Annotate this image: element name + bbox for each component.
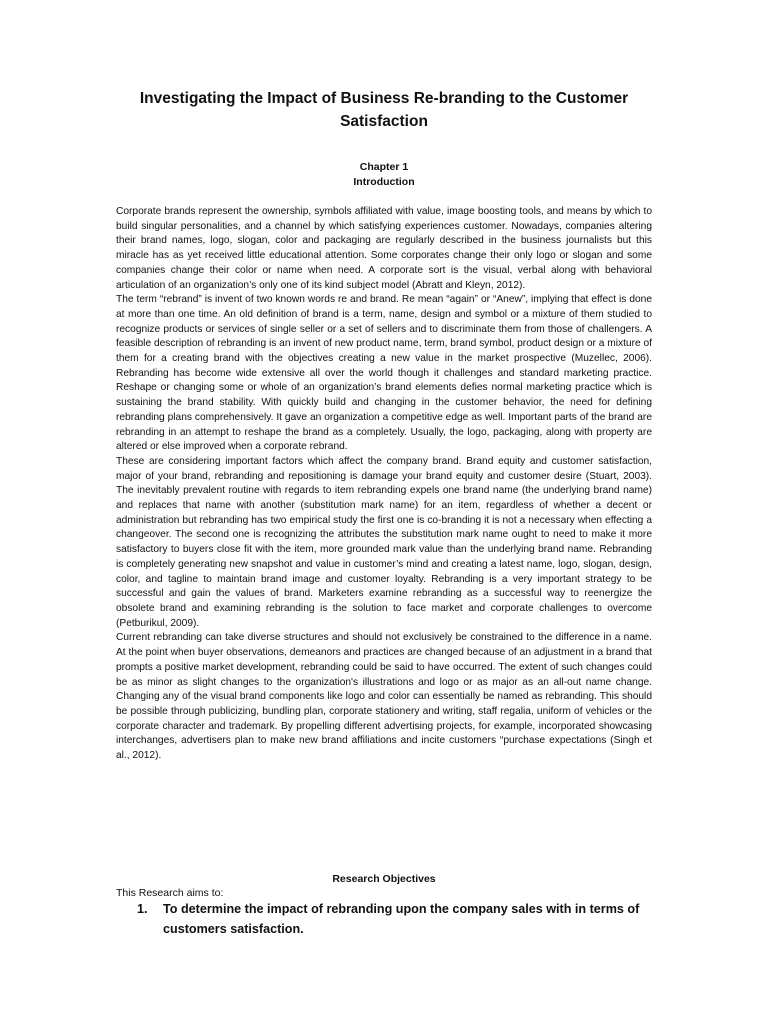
paragraph: Corporate brands represent the ownership, symbols affiliated with value, image boosting tools, and means by which to build singular personalities, and a channel by which satisfying experiences customer. Nowadays, companies altering their brand names, logo, slogan, color and packaging are regularly described in the business journalists but this miracle has as yet received little educational attention. Some corporates change their only logo or slogan and some companies change their color or name when need. A corporate sort is the visual, verbal along with behavioral articulation of an organization’s only one of its kind subject model (Abratt and Kleyn, 2012).	[116, 206, 652, 291]
document-title: Investigating the Impact of Business Re-branding to the Customer Satisfaction	[139, 90, 629, 130]
objective-number: 1.	[137, 902, 148, 916]
objectives-heading: Research Objectives	[332, 873, 436, 885]
aims-intro: This Research aims to:	[116, 887, 224, 899]
objective-text: To determine the impact of rebranding upon the company sales with in terms of customers satisfaction.	[163, 902, 640, 936]
chapter-label: Chapter 1	[359, 161, 409, 173]
paragraph: These are considering important factors which affect the company brand. Brand equity and customer satisfaction, major of your brand, rebranding and repositioning is damage your brand equity and customer desire (Stuart, 2003). The inevitably prevalent routine with regards to item rebranding expels one brand name (the underlying brand name) and replaces that name with another (substitution mark name) for an item, regardless of whether a decent or administration but rebranding has two empirical study the first one is co-branding it is not a necessary when effecting a changeover. The second one is recognizing the attributes the substitution mark name ought to need to make it more satisfactory to buyers close fit with the item, more grounded mark value than the underlying brand name. Rebranding is completely generating new snapshot and value in customer’s mind and creating a latest name, logo, slogan, design, color, and tagline to maintain brand image and customer loyalty. Rebranding is a very important strategy to be successful and gain the values of brand. Marketers examine rebranding as a successful way to reenergize the obsolete brand and examining rebranding is the solution to face market and corporate challenges to overcome (Petburikul, 2009).	[116, 455, 652, 629]
paragraph: Current rebranding can take diverse structures and should not exclusively be constrained to the difference in a name. At the point when buyer observations, demeanors and practices are changed because of an adjustment in a brand that prompts a positive market development, rebranding could be said to have occurred. The extent of such changes could be as minor as slight changes to the organization's illustrations and logo or as major as an all-out name change. Changing any of the visual brand components like logo and color can essentially be named as rebranding. This should be possible through publicizing, bundling plan, corporate stationery and writing, staff regalia, uniform of vehicles or the corporate character and trademark. By propelling different advertising projects, for example, incorporated showcasing interchanges, advertisers plan to make new brand affiliations and incite customers “purchase expectations (Singh et al., 2012).	[116, 632, 652, 762]
objective-item	[137, 899, 652, 939]
body-text	[116, 205, 652, 764]
chapter-heading	[0, 160, 768, 190]
section-title: Introduction	[353, 176, 415, 188]
paragraph: The term “rebrand” is invent of two known words re and brand. Re mean “again” or “Anew”, implying that effect is done at more than one time. An old definition of brand is a term, name, design and symbol or a mixture of them studied to recognize products or services of single seller or a set of sellers and to discriminate them from those of challengers. A feasible description of rebranding is an invent of new product name, term, brand symbol, product design or a mixture of them for a creating brand with the objectives creating a new value in the market prospective (Muzellec, 2006). Rebranding has become wide extensive all over the world though it challenges and standard marketing practice. Reshape or changing some or whole of an organization’s brand elements defies normal marketing practice which is sustaining the brand stability. With quickly build and changing in the customer behavior, the need for defining rebranding plans comprehensively. It gave an organization a competitive edge as well. Important parts of the brand are rebranding in an attempt to reshape the brand as a completely. Usually, the logo, packaging, along with property are altered or else improved when a corporate rebrand.	[116, 294, 652, 453]
